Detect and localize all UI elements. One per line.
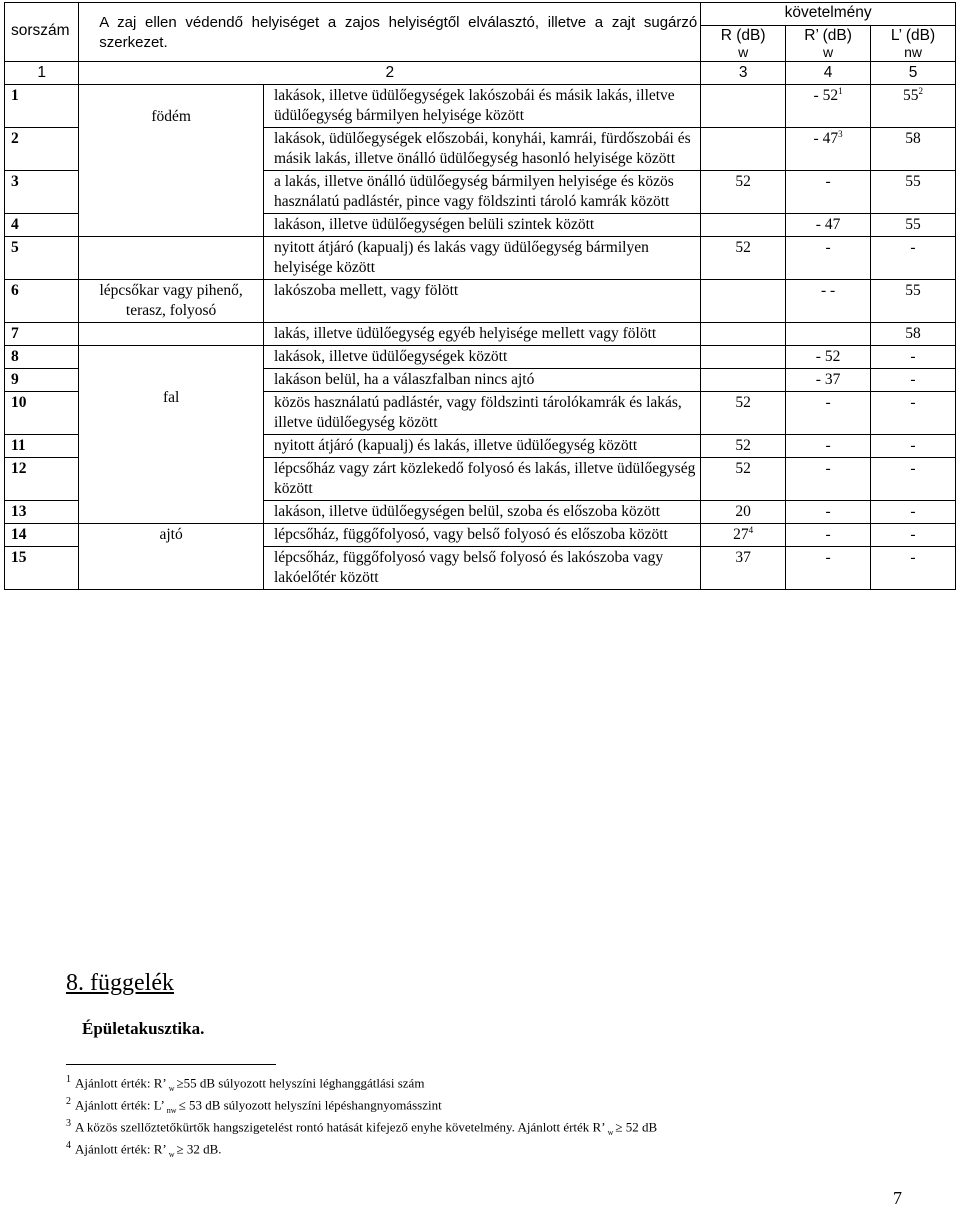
header-lnw: L’ (dB) nw bbox=[871, 26, 956, 62]
value-lnw: - bbox=[871, 392, 956, 435]
requirements-table bbox=[4, 2, 956, 590]
value-rpw bbox=[786, 323, 871, 346]
value-rw bbox=[701, 346, 786, 369]
row-description: nyitott átjáró (kapualj) és lakás, illetve üdülőegység között bbox=[263, 435, 700, 458]
row-description: lépcsőház, függőfolyosó, vagy belső folyosó és előszoba között bbox=[263, 524, 700, 547]
row-number: 10 bbox=[5, 392, 79, 435]
table-row bbox=[5, 524, 956, 547]
table-row bbox=[5, 346, 956, 369]
appendix-title: 8. függelék bbox=[66, 970, 174, 996]
value-rw bbox=[701, 214, 786, 237]
row-description: lakások, üdülőegységek előszobái, konyhái, kamrái, fürdőszobái és másik lakás, illetve önálló üdülőegység hasonló helyisége között bbox=[263, 128, 700, 171]
row-number: 7 bbox=[5, 323, 79, 346]
header-row bbox=[5, 3, 956, 26]
footnote-1: $^1$ Ajánlott érték: R’ $_w$ ≥55 dB súlyozott helyszíni léghanggátlási szám bbox=[66, 1074, 425, 1093]
row-description: lakószoba mellett, vagy fölött bbox=[263, 280, 700, 323]
row-number: 11 bbox=[5, 435, 79, 458]
value-rpw: - 47 bbox=[786, 214, 871, 237]
row-number: 15 bbox=[5, 547, 79, 590]
row-description: közös használatú padlástér, vagy földszinti tárolókamrák és lakás, illetve üdülőegység között bbox=[263, 392, 700, 435]
header-requirement: követelmény bbox=[701, 3, 956, 26]
row-description: nyitott átjáró (kapualj) és lakás vagy üdülőegység bármilyen helyisége között bbox=[263, 237, 700, 280]
row-number: 13 bbox=[5, 501, 79, 524]
value-rw: 52 bbox=[701, 458, 786, 501]
table-row bbox=[5, 323, 956, 346]
value-lnw: - bbox=[871, 501, 956, 524]
row-number: 2 bbox=[5, 128, 79, 171]
value-rw: 52 bbox=[701, 237, 786, 280]
page-number: 7 bbox=[893, 1188, 902, 1208]
value-rw bbox=[701, 85, 786, 128]
row-number: 4 bbox=[5, 214, 79, 237]
value-rw: 52 bbox=[701, 435, 786, 458]
row-number: 12 bbox=[5, 458, 79, 501]
row-description: lakások, illetve üdülőegységek között bbox=[263, 346, 700, 369]
value-rw: 52 bbox=[701, 392, 786, 435]
index-cell: 2 bbox=[79, 62, 701, 85]
row-number: 3 bbox=[5, 171, 79, 214]
value-lnw: $55^2$ bbox=[871, 85, 956, 128]
value-rpw: - bbox=[786, 501, 871, 524]
element-empty bbox=[79, 323, 264, 346]
row-number: 14 bbox=[5, 524, 79, 547]
value-rpw: - bbox=[786, 524, 871, 547]
row-number: 1 bbox=[5, 85, 79, 128]
header-rw: R (dB) w bbox=[701, 26, 786, 62]
element-fodem: födém bbox=[79, 85, 264, 237]
row-description: lépcsőház vagy zárt közlekedő folyosó és lakás, illetve üdülőegység között bbox=[263, 458, 700, 501]
value-rw bbox=[701, 280, 786, 323]
row-description: lakáson, illetve üdülőegységen belüli szintek között bbox=[263, 214, 700, 237]
footnote-divider bbox=[66, 1064, 276, 1065]
value-rpw: - 37 bbox=[786, 369, 871, 392]
row-description: lakások, illetve üdülőegységek lakószobái és másik lakás, illetve üdülőegység bármilyen helyisége között bbox=[263, 85, 700, 128]
value-rpw: - 52 bbox=[786, 346, 871, 369]
index-cell: 3 bbox=[701, 62, 786, 85]
value-lnw: 58 bbox=[871, 323, 956, 346]
value-lnw: - bbox=[871, 524, 956, 547]
value-lnw: - bbox=[871, 369, 956, 392]
value-rpw: - - bbox=[786, 280, 871, 323]
header-description: A zaj ellen védendő helyiséget a zajos helyiségtől elválasztó, illetve a zajt sugárzó szerkezet. bbox=[79, 3, 701, 62]
footnote-4: $^4$ Ajánlott érték: R’ $_w$ ≥ 32 dB. bbox=[66, 1140, 222, 1159]
index-row bbox=[5, 62, 956, 85]
row-number: 5 bbox=[5, 237, 79, 280]
value-lnw: 55 bbox=[871, 280, 956, 323]
row-number: 9 bbox=[5, 369, 79, 392]
table-row bbox=[5, 85, 956, 128]
element-ajto: ajtó bbox=[79, 524, 264, 590]
value-lnw: 58 bbox=[871, 128, 956, 171]
value-lnw: - bbox=[871, 237, 956, 280]
row-description: lakáson, illetve üdülőegységen belül, szoba és előszoba között bbox=[263, 501, 700, 524]
value-lnw: 55 bbox=[871, 214, 956, 237]
element-lepcsokar: lépcsőkar vagy pihenő, terasz, folyosó bbox=[79, 280, 264, 323]
row-number: 8 bbox=[5, 346, 79, 369]
value-lnw: - bbox=[871, 458, 956, 501]
row-description: lakás, illetve üdülőegység egyéb helyisége mellett vagy fölött bbox=[263, 323, 700, 346]
footnote-3: $^3$ A közös szellőztetőkürtők hangszigetelést rontó hatását kifejező enyhe követelmény. Ajánlott érték R’ $_w$ ≥ 52 dB bbox=[66, 1118, 658, 1137]
value-rw: 52 bbox=[701, 171, 786, 214]
value-rpw: - bbox=[786, 435, 871, 458]
value-rpw: - bbox=[786, 547, 871, 590]
value-rpw: - bbox=[786, 392, 871, 435]
footnote-2: $^2$ Ajánlott érték: L’ $_{nw}$ ≤ 53 dB súlyozott helyszíni lépéshangnyomásszint bbox=[66, 1096, 442, 1115]
index-cell: 1 bbox=[5, 62, 79, 85]
value-rw bbox=[701, 323, 786, 346]
header-sorszam: sorszám bbox=[5, 3, 79, 62]
table-row bbox=[5, 280, 956, 323]
index-cell: 4 bbox=[786, 62, 871, 85]
value-rpw: - bbox=[786, 171, 871, 214]
value-rpw: - bbox=[786, 237, 871, 280]
row-number: 6 bbox=[5, 280, 79, 323]
value-rpw: - $47^3$ bbox=[786, 128, 871, 171]
element-fal: fal bbox=[79, 346, 264, 524]
value-rw: 37 bbox=[701, 547, 786, 590]
value-rpw: - bbox=[786, 458, 871, 501]
table-row bbox=[5, 237, 956, 280]
value-rw bbox=[701, 128, 786, 171]
value-rpw: - $52^1$ bbox=[786, 85, 871, 128]
value-rw bbox=[701, 369, 786, 392]
row-description: a lakás, illetve önálló üdülőegység bármilyen helyisége és közös használatú padlástér, pince vagy földszinti tároló kamrák között bbox=[263, 171, 700, 214]
value-lnw: 55 bbox=[871, 171, 956, 214]
row-description: lakáson belül, ha a válaszfalban nincs ajtó bbox=[263, 369, 700, 392]
value-lnw: - bbox=[871, 547, 956, 590]
header-rpw: R’ (dB) w bbox=[786, 26, 871, 62]
index-cell: 5 bbox=[871, 62, 956, 85]
value-rw: $27^4$ bbox=[701, 524, 786, 547]
element-empty bbox=[79, 237, 264, 280]
value-rw: 20 bbox=[701, 501, 786, 524]
value-lnw: - bbox=[871, 346, 956, 369]
appendix-subtitle: Épületakusztika. bbox=[82, 1019, 205, 1038]
row-description: lépcsőház, függőfolyosó vagy belső folyosó és lakószoba vagy lakóelőtér között bbox=[263, 547, 700, 590]
value-lnw: - bbox=[871, 435, 956, 458]
